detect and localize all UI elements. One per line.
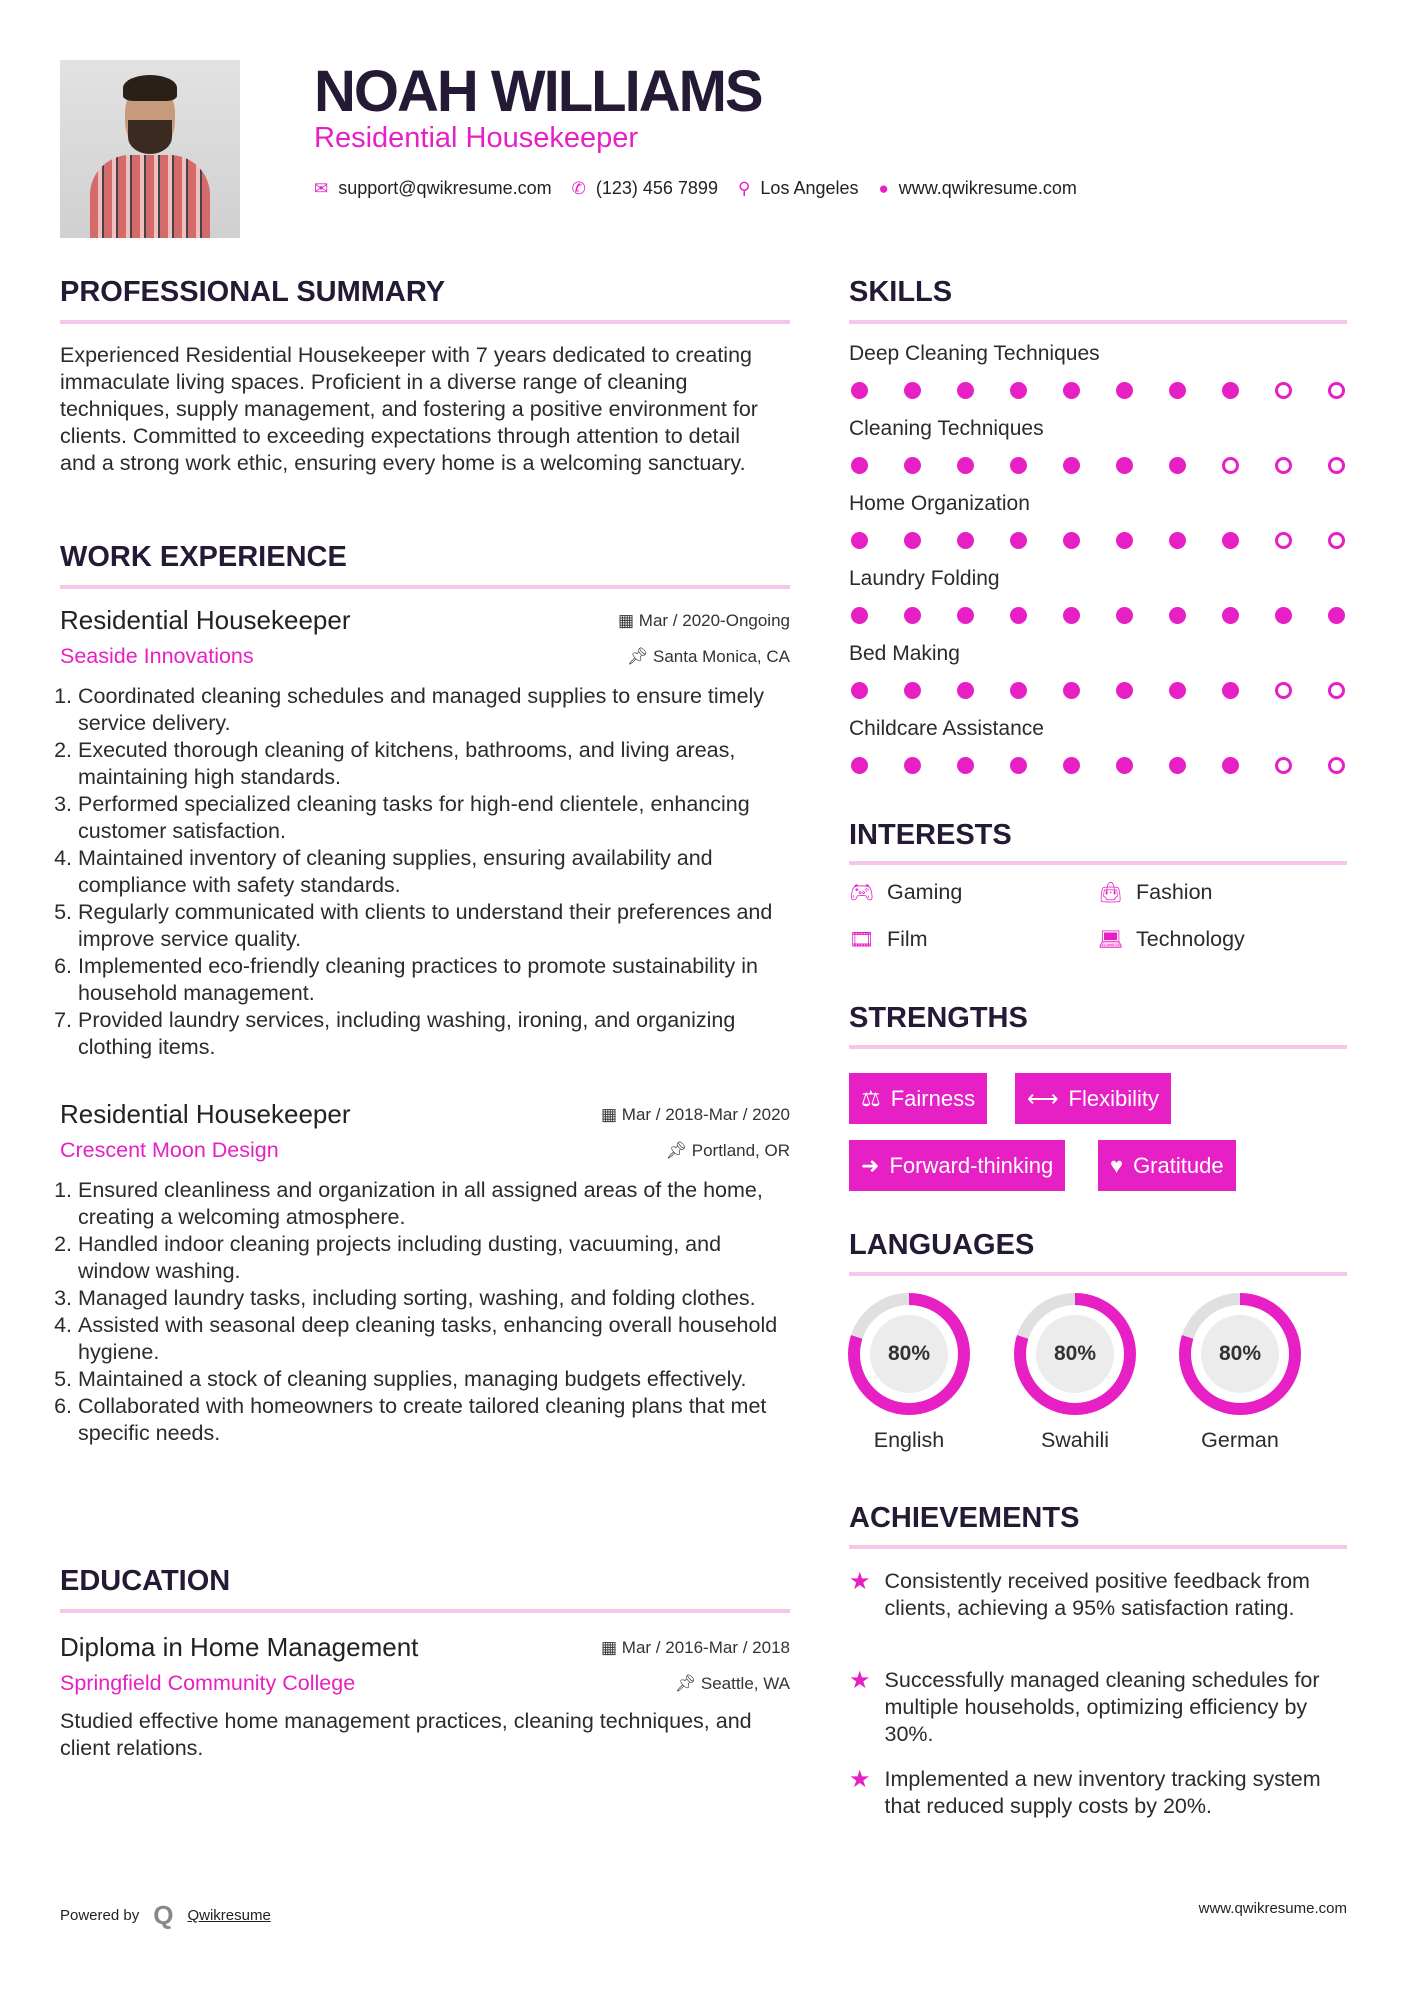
- list-item: 1. Ensured cleanliness and organization in all assigned areas of the home, creating a welcoming atmosphere.: [78, 1177, 790, 1231]
- education-text: Studied effective home management practices, cleaning techniques, and client relations.: [60, 1709, 752, 1760]
- rating-dot-filled: [851, 757, 868, 774]
- language-percent: 80%: [1201, 1315, 1279, 1393]
- strength-badge: [849, 1140, 1065, 1191]
- calendar-icon: ▦: [601, 1104, 622, 1124]
- rating-dot-filled: [851, 382, 868, 399]
- school-name: Springfield Community College: [60, 1671, 356, 1695]
- rating-dot-filled: [957, 382, 974, 399]
- skill-name: Cleaning Techniques: [849, 417, 1044, 440]
- calendar-icon: ▦: [618, 610, 639, 630]
- rating-dot-filled: [851, 457, 868, 474]
- divider: [849, 1545, 1347, 1549]
- candidate-name: NOAH WILLIAMS: [314, 59, 762, 124]
- rating-dot-filled: [957, 532, 974, 549]
- rating-dot-filled: [904, 532, 921, 549]
- skill-name: Bed Making: [849, 642, 960, 665]
- list-item: 2. Handled indoor cleaning projects including dusting, vacuuming, and window washing.: [78, 1231, 790, 1285]
- divider: [849, 1272, 1347, 1276]
- language-name: Swahili: [1040, 1428, 1110, 1452]
- divider: [60, 585, 790, 589]
- rating-dot-filled: [1169, 457, 1186, 474]
- divider: [60, 1609, 790, 1613]
- interest-label: Film: [887, 927, 928, 951]
- rating-dot-filled: [1222, 382, 1239, 399]
- strength-label: Gratitude: [1133, 1152, 1224, 1178]
- rating-dot-filled: [957, 757, 974, 774]
- job-title: Residential Housekeeper: [60, 605, 351, 635]
- rating-dot-empty: [1275, 532, 1292, 549]
- languages-heading: LANGUAGES: [849, 1229, 1035, 1261]
- list-item: 2. Executed thorough cleaning of kitchens, bathrooms, and living areas, maintaining high standards.: [78, 737, 790, 791]
- rating-dot-filled: [957, 457, 974, 474]
- rating-dot-filled: [1169, 382, 1186, 399]
- arrows-h-icon: ⟷: [1027, 1085, 1059, 1111]
- achievement-item: [849, 1568, 1349, 1622]
- interest-technology: [1098, 927, 1245, 952]
- job-entry: [60, 1099, 790, 1447]
- language-ring-german: [1179, 1293, 1301, 1415]
- bag-icon: 👜︎: [1098, 882, 1124, 904]
- rating-dot-empty: [1275, 457, 1292, 474]
- rating-dot-empty: [1275, 382, 1292, 399]
- rating-dot-empty: [1328, 532, 1345, 549]
- list-item: 6. Collaborated with homeowners to create tailored cleaning plans that met specific needs.: [78, 1393, 790, 1447]
- rating-dot-filled: [904, 757, 921, 774]
- interest-film: [849, 927, 928, 952]
- rating-dot-filled: [1063, 457, 1080, 474]
- achievement-item: [849, 1766, 1349, 1820]
- rating-dot-filled: [957, 607, 974, 624]
- calendar-icon: ▦: [601, 1637, 622, 1657]
- language-name: German: [1201, 1428, 1279, 1452]
- rating-dot-filled: [1116, 457, 1133, 474]
- footer-website[interactable]: www.qwikresume.com: [1198, 1900, 1347, 1917]
- interests-heading: INTERESTS: [849, 819, 1012, 851]
- rating-dot-filled: [1010, 457, 1027, 474]
- education-heading: EDUCATION: [60, 1565, 231, 1597]
- email[interactable]: support@qwikresume.com: [338, 178, 552, 198]
- rating-dot-filled: [1010, 682, 1027, 699]
- star-icon: ★: [849, 1766, 871, 1793]
- phone-icon: ✆: [571, 178, 586, 198]
- strength-label: Flexibility: [1068, 1085, 1160, 1111]
- job-location: Portland, OR: [691, 1140, 790, 1160]
- rating-dot-filled: [904, 682, 921, 699]
- rating-dot-filled: [1010, 607, 1027, 624]
- skill-rating: [851, 607, 1345, 624]
- pin-icon: 📌︎: [626, 646, 653, 666]
- divider: [849, 861, 1347, 865]
- rating-dot-filled: [1169, 532, 1186, 549]
- rating-dot-filled: [1063, 682, 1080, 699]
- interest-label: Technology: [1136, 927, 1245, 951]
- skill-rating: [851, 682, 1345, 699]
- rating-dot-empty: [1275, 682, 1292, 699]
- list-item: 3. Performed specialized cleaning tasks for high-end clientele, enhancing customer satisfaction.: [78, 791, 790, 845]
- achievement-text: Consistently received positive feedback from clients, achieving a 95% satisfaction rating.: [884, 1569, 1310, 1620]
- rating-dot-filled: [904, 382, 921, 399]
- interest-label: Gaming: [887, 880, 963, 904]
- rating-dot-empty: [1275, 757, 1292, 774]
- summary-heading: PROFESSIONAL SUMMARY: [60, 276, 446, 308]
- brand-link[interactable]: Qwikresume: [187, 1907, 271, 1924]
- balance-scale-icon: ⚖: [861, 1085, 881, 1111]
- rating-dot-filled: [1116, 607, 1133, 624]
- rating-dot-filled: [1063, 532, 1080, 549]
- rating-dot-filled: [851, 682, 868, 699]
- rating-dot-filled: [904, 607, 921, 624]
- list-item: 5. Maintained a stock of cleaning supplies, managing budgets effectively.: [78, 1366, 790, 1393]
- rating-dot-filled: [1010, 382, 1027, 399]
- rating-dot-empty: [1328, 757, 1345, 774]
- laptop-icon: 💻︎: [1098, 929, 1124, 951]
- job-dates: Mar / 2020-Ongoing: [638, 610, 790, 630]
- edu-dates: Mar / 2016-Mar / 2018: [621, 1637, 790, 1657]
- achievements-heading: ACHIEVEMENTS: [849, 1502, 1080, 1534]
- rating-dot-filled: [957, 682, 974, 699]
- edu-location: Seattle, WA: [700, 1673, 790, 1693]
- pin-icon: 📌︎: [674, 1673, 701, 1693]
- summary-text: Experienced Residential Housekeeper with 7 years dedicated to creating immaculate living spaces. Proficient in a diverse range of cleaning techniques, supply management, and fostering a positive environment for clients. Committed to exceeding expectations through attention to detail and a strong work ethic, ensuring every home is a welcoming sanctuary.: [60, 343, 758, 475]
- achievement-text: Implemented a new inventory tracking system that reduced supply costs by 20%.: [884, 1767, 1321, 1818]
- skill-name: Childcare Assistance: [849, 717, 1044, 740]
- job-title: Residential Housekeeper: [60, 1099, 351, 1129]
- skills-heading: SKILLS: [849, 276, 953, 308]
- rating-dot-empty: [1328, 457, 1345, 474]
- language-percent: 80%: [1036, 1315, 1114, 1393]
- divider: [60, 320, 790, 324]
- list-item: 3. Managed laundry tasks, including sorting, washing, and folding clothes.: [78, 1285, 790, 1312]
- achievement-item: [849, 1667, 1349, 1748]
- skill-rating: [851, 457, 1345, 474]
- heart-icon: ♥: [1110, 1152, 1124, 1178]
- contact-bar: [314, 178, 1077, 199]
- rating-dot-filled: [1116, 682, 1133, 699]
- rating-dot-empty: [1328, 682, 1345, 699]
- rating-dot-filled: [1222, 532, 1239, 549]
- pin-icon: 📌︎: [665, 1140, 692, 1160]
- list-item: 4. Maintained inventory of cleaning supplies, ensuring availability and compliance with safety standards.: [78, 845, 790, 899]
- language-name: English: [873, 1428, 945, 1452]
- list-item: 7. Provided laundry services, including washing, ironing, and organizing clothing items.: [78, 1007, 790, 1061]
- rating-dot-filled: [851, 532, 868, 549]
- skill-rating: [851, 382, 1345, 399]
- degree: Diploma in Home Management: [60, 1632, 419, 1662]
- rating-dot-filled: [1328, 607, 1345, 624]
- strength-badge: [1015, 1073, 1171, 1124]
- achievement-text: Successfully managed cleaning schedules for multiple households, optimizing efficiency by 30%.: [884, 1668, 1320, 1746]
- skill-rating: [851, 757, 1345, 774]
- list-item: 5. Regularly communicated with clients to understand their preferences and improve service quality.: [78, 899, 790, 953]
- interest-fashion: [1098, 880, 1213, 905]
- candidate-title: Residential Housekeeper: [314, 122, 639, 154]
- arrow-right-icon: ➜: [861, 1152, 880, 1178]
- qwikresume-logo-icon: Q: [153, 1900, 174, 1930]
- strength-label: Forward-thinking: [889, 1152, 1054, 1178]
- rating-dot-filled: [1222, 682, 1239, 699]
- skill-name: Laundry Folding: [849, 567, 1000, 590]
- rating-dot-filled: [1116, 382, 1133, 399]
- location: Los Angeles: [760, 178, 859, 198]
- rating-dot-filled: [1063, 757, 1080, 774]
- map-marker-icon: ⚲: [737, 178, 751, 198]
- strength-label: Fairness: [890, 1085, 976, 1111]
- company-name: Crescent Moon Design: [60, 1138, 279, 1162]
- envelope-icon: ✉: [314, 178, 329, 198]
- film-icon: 🎞︎: [849, 929, 875, 951]
- job-location: Santa Monica, CA: [652, 646, 790, 666]
- interest-gaming: [849, 880, 962, 905]
- gamepad-icon: 🎮︎: [849, 882, 875, 904]
- rating-dot-filled: [1063, 382, 1080, 399]
- strength-badge: [1098, 1140, 1236, 1191]
- list-item: 4. Assisted with seasonal deep cleaning tasks, enhancing overall household hygiene.: [78, 1312, 790, 1366]
- experience-heading: WORK EXPERIENCE: [60, 541, 347, 573]
- rating-dot-filled: [851, 607, 868, 624]
- globe-icon: ●: [878, 178, 889, 198]
- language-percent: 80%: [870, 1315, 948, 1393]
- rating-dot-filled: [1169, 757, 1186, 774]
- rating-dot-filled: [1222, 607, 1239, 624]
- star-icon: ★: [849, 1568, 871, 1595]
- rating-dot-filled: [1222, 757, 1239, 774]
- job-entry: [60, 605, 790, 1061]
- rating-dot-filled: [1063, 607, 1080, 624]
- job-dates: Mar / 2018-Mar / 2020: [621, 1104, 790, 1124]
- rating-dot-filled: [1169, 682, 1186, 699]
- education-entry: [60, 1632, 790, 1762]
- website[interactable]: www.qwikresume.com: [898, 178, 1077, 198]
- list-item: 1. Coordinated cleaning schedules and managed supplies to ensure timely service delivery.: [78, 683, 790, 737]
- strength-badge: [849, 1073, 987, 1124]
- skill-name: Deep Cleaning Techniques: [849, 342, 1100, 365]
- list-item: 6. Implemented eco-friendly cleaning practices to promote sustainability in household management.: [78, 953, 790, 1007]
- rating-dot-filled: [1275, 607, 1292, 624]
- skill-rating: [851, 532, 1345, 549]
- rating-dot-filled: [1116, 757, 1133, 774]
- footer-powered: [60, 1900, 271, 1931]
- rating-dot-filled: [1169, 607, 1186, 624]
- phone: (123) 456 7899: [595, 178, 718, 198]
- profile-photo: [60, 60, 240, 238]
- language-ring-swahili: [1014, 1293, 1136, 1415]
- divider: [849, 1045, 1347, 1049]
- divider: [849, 320, 1347, 324]
- language-ring-english: [848, 1293, 970, 1415]
- strengths-heading: STRENGTHS: [849, 1002, 1028, 1034]
- company-name: Seaside Innovations: [60, 644, 254, 668]
- interest-label: Fashion: [1136, 880, 1213, 904]
- powered-by-text: Powered by: [60, 1907, 140, 1924]
- star-icon: ★: [849, 1667, 871, 1694]
- rating-dot-filled: [1010, 532, 1027, 549]
- rating-dot-filled: [1116, 532, 1133, 549]
- rating-dot-empty: [1222, 457, 1239, 474]
- rating-dot-filled: [1010, 757, 1027, 774]
- rating-dot-filled: [904, 457, 921, 474]
- skill-name: Home Organization: [849, 492, 1030, 515]
- rating-dot-empty: [1328, 382, 1345, 399]
